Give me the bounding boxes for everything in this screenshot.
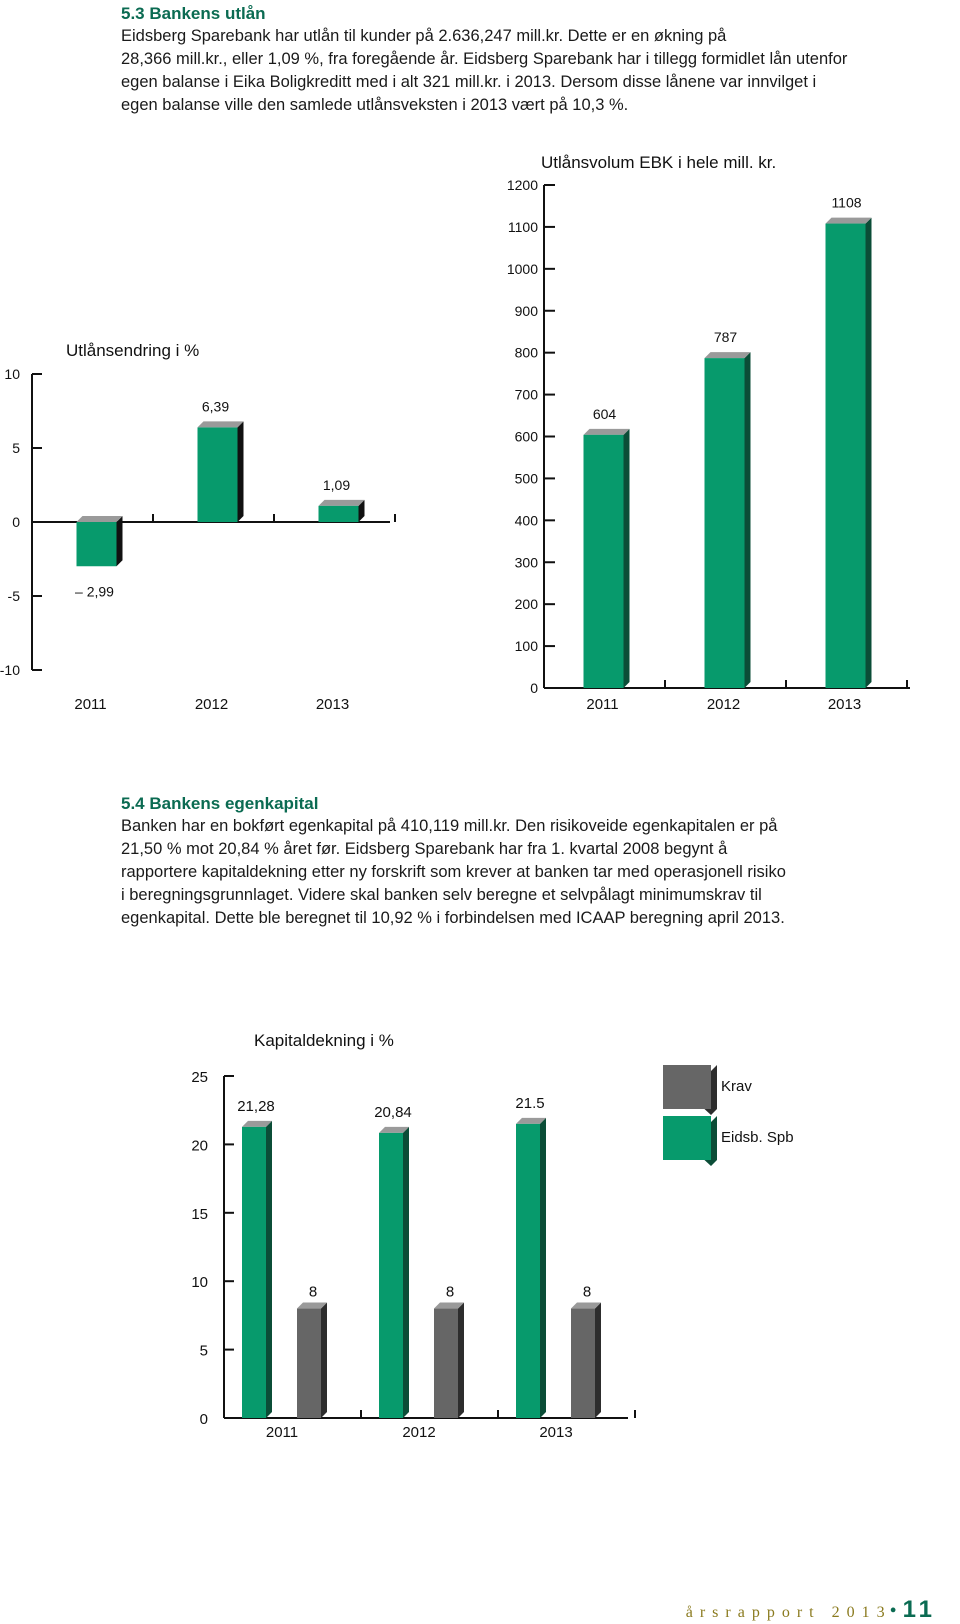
bar-eidsb [242, 1121, 272, 1418]
page-number: 11 [902, 1596, 936, 1623]
x-tick-label: 2012 [706, 696, 741, 713]
bar-eidsb [379, 1127, 409, 1418]
x-tick-label: 2011 [74, 696, 107, 713]
x-tick-label: 2011 [586, 696, 619, 713]
x-tick-label: 2012 [402, 1424, 436, 1441]
footer-text: årsrapport 2013 [685, 1604, 892, 1621]
bar-side [595, 1303, 601, 1418]
paragraph-line: 21,50 % mot 20,84 % året før. Eidsberg Sparebank har fra 1. kvartal 2008 begynt å [121, 840, 728, 858]
data-label: 21,28 [237, 1097, 275, 1115]
y-tick-label: 200 [514, 596, 538, 613]
bar-front [571, 1309, 595, 1418]
paragraph-line: egen balanse ville den samlede utlånsveksten i 2013 vært på 10,3 %. [121, 96, 629, 114]
bar-front [297, 1309, 321, 1418]
bar-front [516, 1124, 540, 1418]
data-label: 8 [445, 1283, 455, 1301]
data-label: 21.5 [515, 1094, 545, 1112]
legend-label: Krav [721, 1078, 752, 1095]
y-tick-label: 400 [514, 512, 538, 529]
y-tick-label: 0 [12, 514, 20, 530]
data-label: – 2,99 [75, 583, 114, 600]
data-label: 1,09 [322, 476, 351, 493]
y-tick-label: 500 [514, 470, 538, 487]
bar-front [379, 1133, 403, 1418]
section-heading: 5.4 Bankens egenkapital [121, 794, 319, 813]
legend-swatch [663, 1116, 711, 1160]
chart-title: Kapitaldekning i % [254, 1031, 394, 1050]
x-tick-label: 2011 [265, 1424, 299, 1441]
x-tick-label: 2012 [194, 696, 229, 713]
data-label: 20,84 [374, 1103, 412, 1121]
bar-front [434, 1309, 458, 1418]
y-tick-label: 10 [4, 366, 20, 382]
y-tick-label: 5 [199, 1342, 208, 1360]
y-tick-label: 300 [514, 554, 538, 571]
y-tick-label: 0 [530, 680, 538, 696]
bar-krav [434, 1303, 464, 1418]
bar-krav [297, 1303, 327, 1418]
chart-title: Utlånsvolum EBK i hele mill. kr. [541, 153, 777, 172]
y-tick-label: 1000 [506, 260, 538, 277]
bar-side [458, 1303, 464, 1418]
y-tick-label: -10 [0, 662, 20, 678]
bar-side [540, 1118, 546, 1418]
y-tick-label: 20 [191, 1137, 208, 1155]
data-label: 8 [308, 1283, 318, 1301]
bar-side [266, 1121, 272, 1418]
bar-front [242, 1127, 266, 1418]
data-label: 787 [713, 329, 738, 346]
data-label: 6,39 [201, 398, 230, 415]
y-tick-label: 700 [514, 386, 538, 403]
footer-bullet: • [889, 1600, 897, 1622]
section-heading: 5.3 Bankens utlån [121, 4, 266, 23]
bar-side [403, 1127, 409, 1418]
x-tick-label: 2013 [539, 1424, 573, 1441]
bar-side [321, 1303, 327, 1418]
y-tick-label: 0 [199, 1411, 208, 1428]
legend-item [663, 1116, 794, 1166]
data-label: 8 [582, 1283, 592, 1301]
bar-krav [571, 1303, 601, 1418]
paragraph-line: 28,366 mill.kr., eller 1,09 %, fra foregående år. Eidsberg Sparebank har i tillegg formidlet lån utenfor [121, 50, 848, 68]
x-tick-label: 2013 [827, 696, 862, 713]
data-label: 604 [592, 405, 617, 422]
data-label: 1108 [831, 194, 862, 211]
bar-eidsb [516, 1118, 546, 1418]
y-tick-label: 800 [514, 344, 538, 361]
chart-title: Utlånsendring i % [66, 341, 200, 360]
paragraph-line: Eidsberg Sparebank har utlån til kunder på 2.636,247 mill.kr. Dette er en økning på [121, 27, 727, 45]
y-tick-label: 1200 [506, 177, 538, 193]
y-tick-label: 5 [12, 440, 20, 456]
paragraph-line: i beregningsgrunnlaget. Videre skal banken selv beregne et selvpålagt minimumskrav til [121, 886, 762, 904]
y-tick-label: 15 [191, 1205, 208, 1223]
paragraph-line: rapportere kapitaldekning etter ny forskrift som krever at banken tar med operasjonell risiko [121, 863, 786, 881]
legend-item [663, 1065, 752, 1115]
paragraph-line: Banken har en bokført egenkapital på 410,119 mill.kr. Den risikoveide egenkapitalen er på [121, 817, 778, 835]
legend-label: Eidsb. Spb [721, 1129, 794, 1146]
y-tick-label: 100 [514, 638, 538, 655]
legend-swatch [663, 1065, 711, 1109]
y-tick-label: 600 [514, 428, 538, 445]
page-footer [686, 1596, 936, 1624]
y-tick-label: 900 [514, 302, 538, 319]
y-tick-label: 1100 [507, 218, 538, 235]
y-tick-label: 10 [191, 1274, 208, 1292]
paragraph-line: egenkapital. Dette ble beregnet til 10,92 % i forbindelsen med ICAAP beregning april 2013. [121, 909, 785, 927]
y-tick-label: -5 [7, 588, 20, 604]
y-tick-label: 25 [191, 1069, 208, 1086]
x-tick-label: 2013 [315, 696, 350, 713]
paragraph-line: egen balanse i Eika Boligkreditt med i alt 321 mill.kr. i 2013. Dersom disse lånene var innvilget i [121, 73, 817, 91]
